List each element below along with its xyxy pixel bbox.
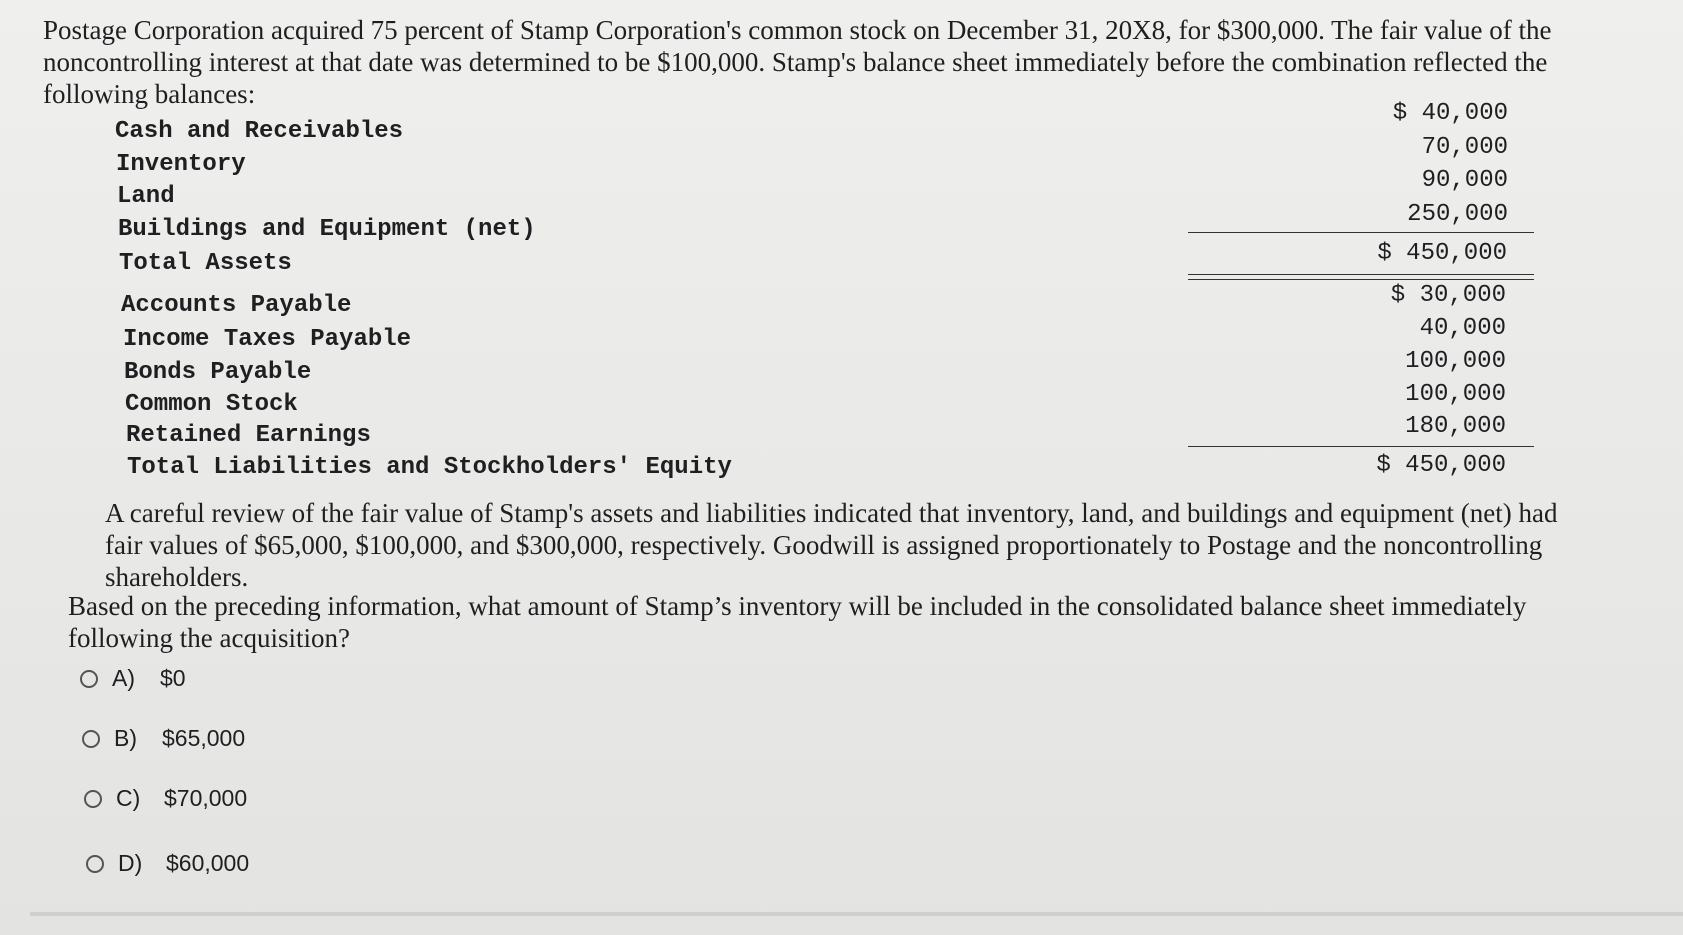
amount-accounts-payable: $ 30,000: [1390, 282, 1506, 309]
amount-common-stock: 100,000: [1405, 381, 1506, 408]
label-income-taxes-payable: Income Taxes Payable: [123, 326, 412, 353]
subtotal-rule-2: [1188, 446, 1534, 447]
question-line-1: Based on the preceding information, what amount of Stamp’s inventory will be included in the consolidated balance sheet immediately: [68, 591, 1527, 621]
label-bonds-payable: Bonds Payable: [124, 359, 312, 386]
option-letter: A): [112, 665, 135, 691]
subtotal-rule: [1188, 232, 1534, 233]
radio-button-icon[interactable]: [80, 670, 98, 688]
label-land: Land: [117, 183, 175, 210]
amount-cash-receivables: $ 40,000: [1392, 100, 1508, 127]
label-total-liabilities-equity: Total Liabilities and Stockholders' Equity: [127, 454, 732, 481]
option-b[interactable]: [82, 725, 245, 752]
question-line-2: following the acquisition?: [68, 623, 350, 653]
amount-land: 90,000: [1421, 167, 1508, 194]
intro-line-1: Postage Corporation acquired 75 percent of Stamp Corporation's common stock on December 31, 20X8, for $300,000. The fair value of the: [43, 15, 1552, 45]
option-value: $0: [160, 665, 186, 691]
option-value: $65,000: [162, 725, 246, 751]
amount-bonds-payable: 100,000: [1405, 348, 1506, 375]
total-double-rule-top: [1188, 274, 1534, 275]
label-cash-receivables: Cash and Receivables: [115, 118, 404, 145]
option-value: $60,000: [166, 850, 250, 876]
option-a[interactable]: [80, 665, 186, 692]
label-total-assets: Total Assets: [119, 250, 292, 277]
review-line-2: fair values of $65,000, $100,000, and $300,000, respectively. Goodwill is assigned proportionately to Postage and the noncontrolling: [105, 530, 1543, 560]
intro-line-2: noncontrolling interest at that date was determined to be $100,000. Stamp's balance sheet immediately before the combination reflected the: [43, 47, 1548, 77]
review-line-3: shareholders.: [105, 562, 249, 592]
label-common-stock: Common Stock: [125, 391, 298, 418]
intro-line-3: following balances:: [43, 79, 256, 109]
option-letter: C): [116, 785, 141, 811]
label-accounts-payable: Accounts Payable: [121, 292, 352, 319]
total-double-rule-bottom: [1188, 279, 1534, 280]
option-c[interactable]: [84, 785, 247, 812]
option-letter: B): [114, 725, 137, 751]
option-d[interactable]: [86, 850, 249, 877]
amount-buildings-equipment: 250,000: [1407, 201, 1508, 228]
screen-bottom-edge: [30, 912, 1683, 916]
label-inventory: Inventory: [116, 151, 246, 178]
label-buildings-equipment: Buildings and Equipment (net): [118, 216, 536, 243]
amount-inventory: 70,000: [1421, 134, 1508, 161]
option-letter: D): [118, 850, 143, 876]
radio-button-icon[interactable]: [84, 790, 102, 808]
review-line-1: A careful review of the fair value of Stamp's assets and liabilities indicated that inventory, land, and buildings and equipment (net) had: [105, 498, 1558, 528]
option-value: $70,000: [164, 785, 248, 811]
review-paragraph: [105, 497, 1585, 593]
radio-button-icon[interactable]: [82, 730, 100, 748]
amount-retained-earnings: 180,000: [1405, 413, 1506, 440]
amount-income-taxes-payable: 40,000: [1419, 315, 1506, 342]
amount-total-liabilities-equity: $ 450,000: [1376, 452, 1506, 479]
intro-paragraph: [43, 14, 1603, 110]
label-retained-earnings: Retained Earnings: [126, 422, 371, 449]
question-text: [68, 590, 1526, 654]
radio-button-icon[interactable]: [86, 855, 104, 873]
amount-total-assets: $ 450,000: [1377, 240, 1507, 267]
